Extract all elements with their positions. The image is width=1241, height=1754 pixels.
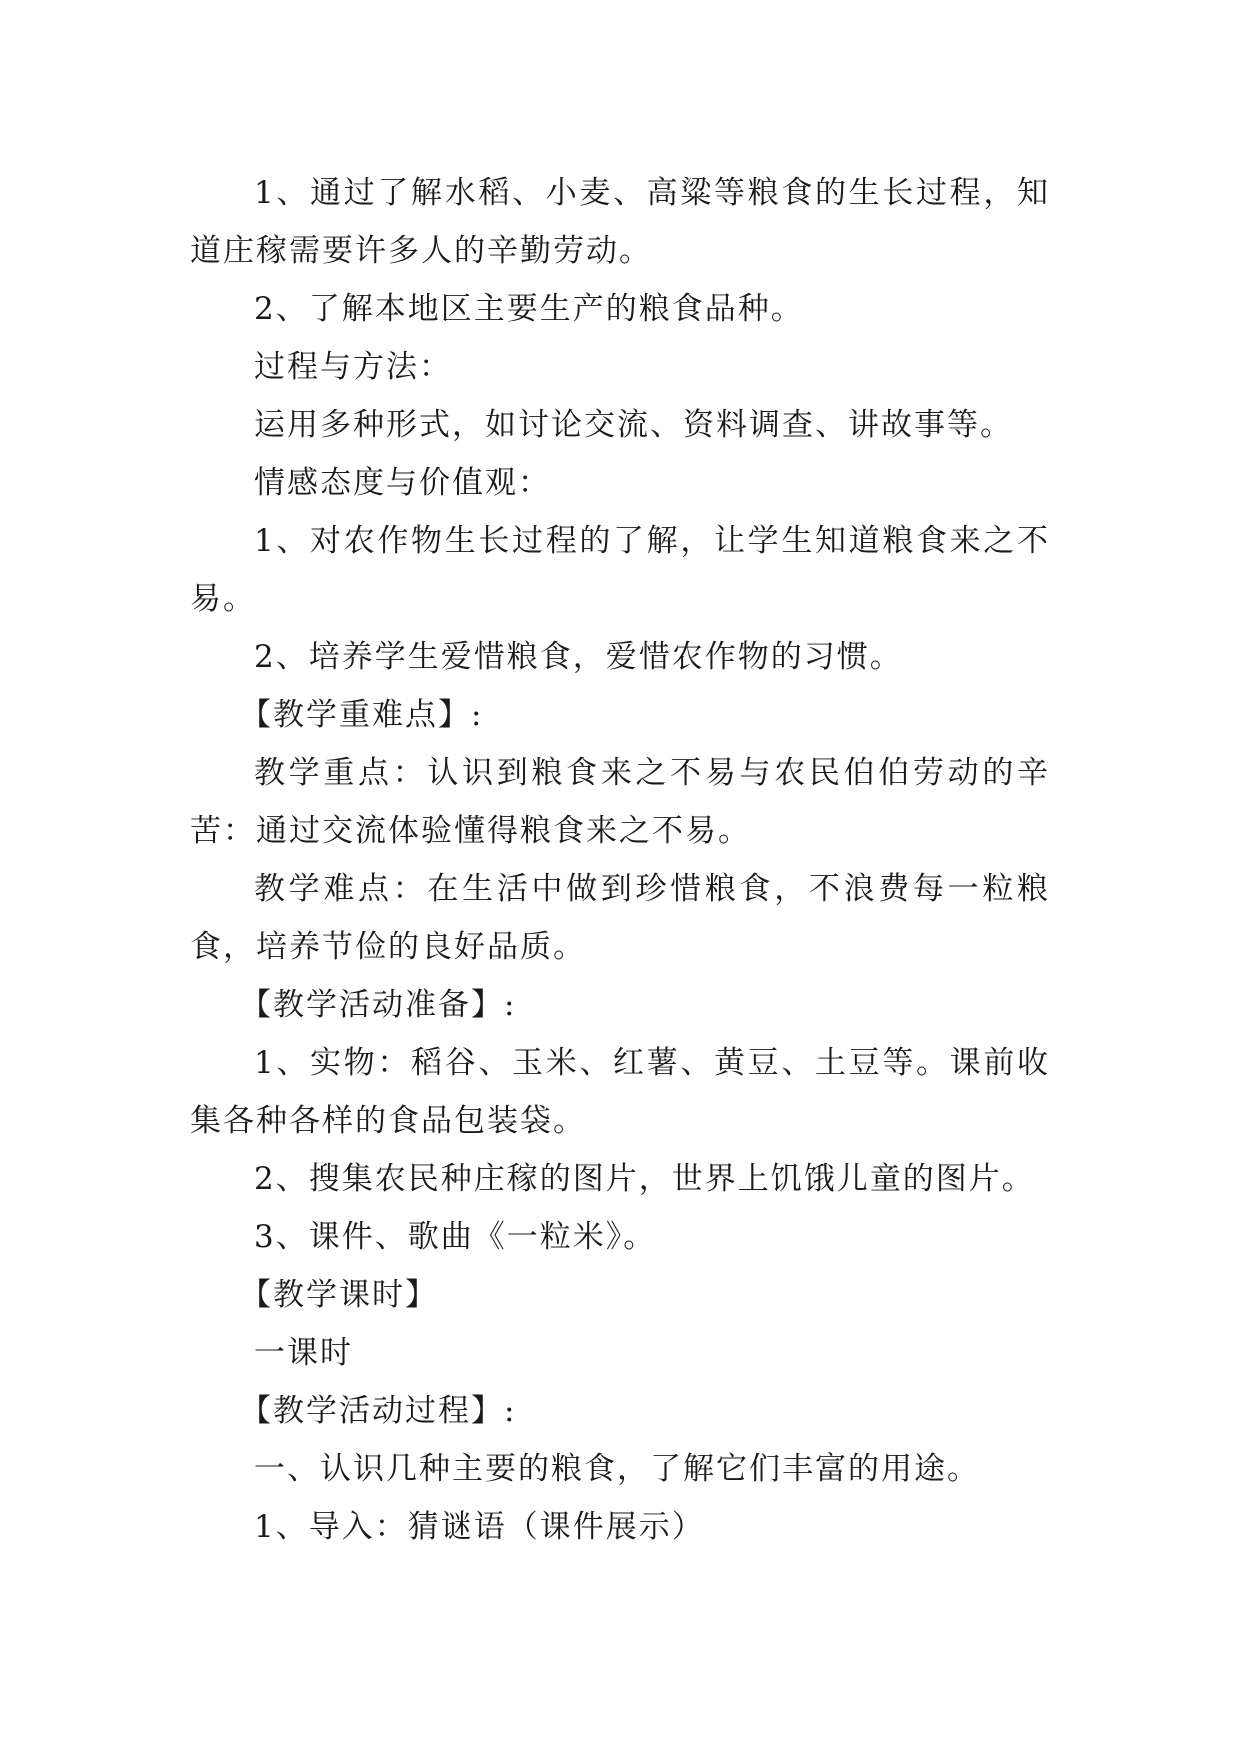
paragraph-intro-riddle: 1、导入：猜谜语（课件展示） xyxy=(254,1509,705,1545)
paragraph-class-hours: 一课时 xyxy=(254,1335,353,1371)
paragraph-goal-2: 2、了解本地区主要生产的粮食品种。 xyxy=(254,291,804,327)
paragraph-methods: 运用多种形式，如讨论交流、资料调查、讲故事等。 xyxy=(254,407,1013,443)
heading-activity-process: 【教学活动过程】: xyxy=(240,1393,517,1429)
paragraph-key-point: 教学重点：认识到粮食来之不易与农民伯伯劳动的辛苦：通过交流体验懂得粮食来之不易。 xyxy=(190,755,1050,849)
heading-emotion-values: 情感态度与价值观： xyxy=(254,465,551,501)
paragraph-values-1: 1、对农作物生长过程的了解，让学生知道粮食来之不易。 xyxy=(190,523,1050,617)
paragraph-goal-1: 1、通过了解水稻、小麦、高粱等粮食的生长过程，知道庄稼需要许多人的辛勤劳动。 xyxy=(190,175,1050,269)
paragraph-values-2: 2、培养学生爱惜粮食，爱惜农作物的习惯。 xyxy=(254,639,903,675)
heading-key-difficult-points: 【教学重难点】: xyxy=(240,697,484,733)
document-page xyxy=(190,164,1050,1556)
paragraph-difficult-point: 教学难点：在生活中做到珍惜粮食，不浪费每一粒粮食，培养节俭的良好品质。 xyxy=(190,871,1050,965)
paragraph-prep-3: 3、课件、歌曲《一粒米》。 xyxy=(254,1219,657,1255)
paragraph-prep-2: 2、搜集农民种庄稼的图片，世界上饥饿儿童的图片。 xyxy=(254,1161,1035,1197)
paragraph-prep-1: 1、实物：稻谷、玉米、红薯、黄豆、土豆等。课前收集各种各样的食品包装袋。 xyxy=(190,1045,1050,1139)
paragraph-process-step-1: 一、认识几种主要的粮食，了解它们丰富的用途。 xyxy=(254,1451,980,1487)
heading-process-method: 过程与方法： xyxy=(254,349,452,385)
heading-class-hours: 【教学课时】 xyxy=(240,1277,438,1313)
heading-activity-preparation: 【教学活动准备】: xyxy=(240,987,517,1023)
